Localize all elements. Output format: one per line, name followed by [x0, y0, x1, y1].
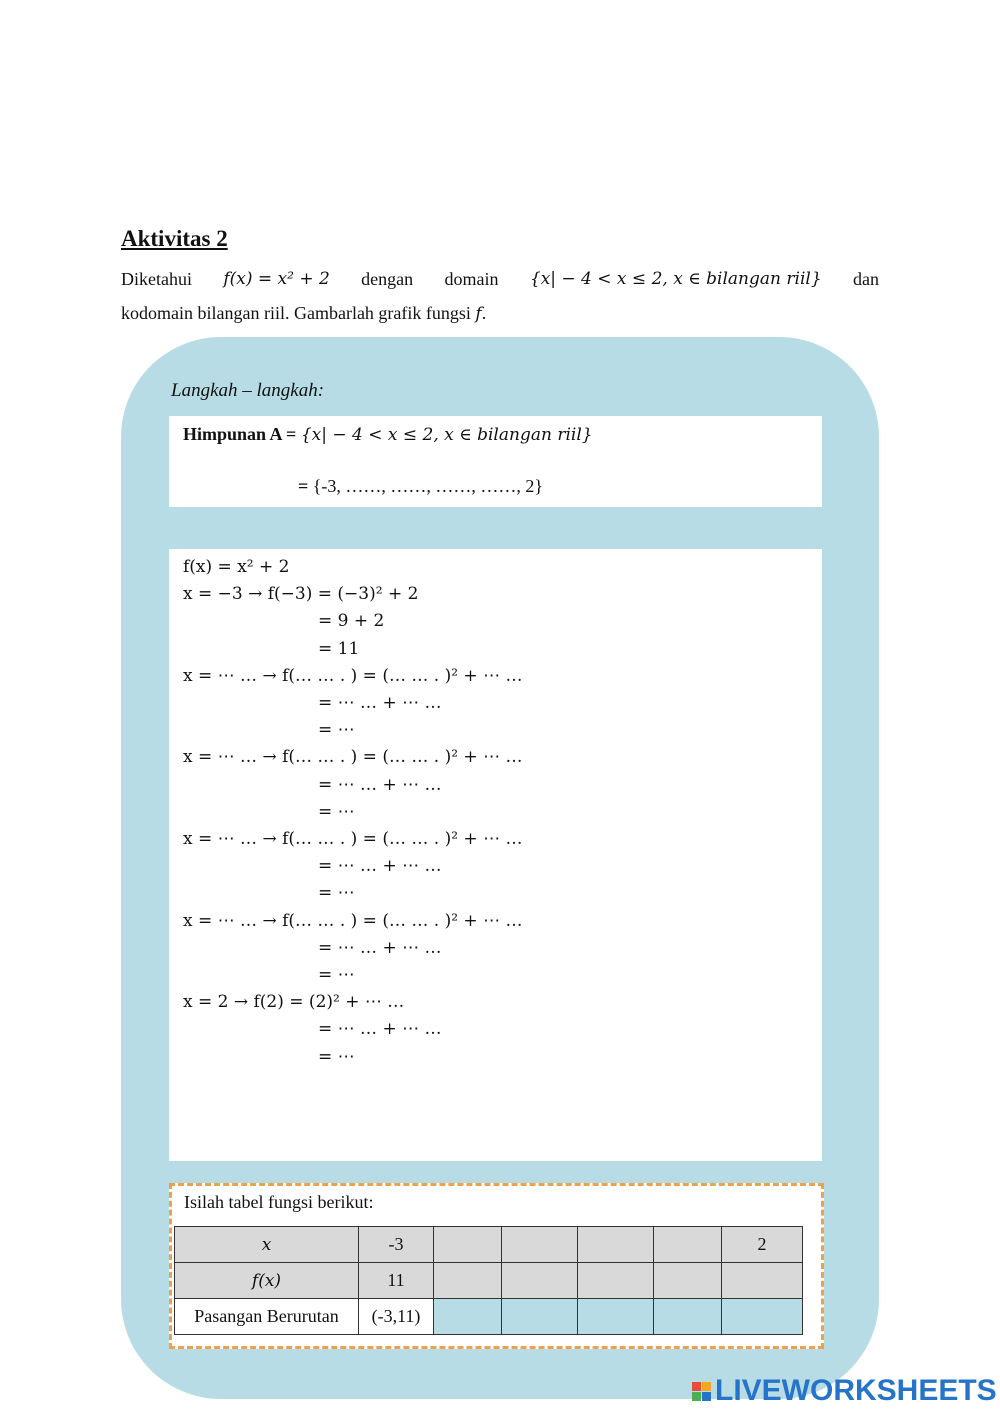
calculation-line: x = ⋯ … → f(… … . ) = (… … . )² + ⋯ …: [183, 829, 523, 849]
calculation-line: = ⋯: [318, 720, 355, 740]
intro-word-dan: dan: [853, 269, 879, 289]
logo-mark-icon: [692, 1382, 711, 1401]
calculation-line: x = ⋯ … → f(… … . ) = (… … . )² + ⋯ …: [183, 747, 523, 767]
calculation-line: x = 2 → f(2) = (2)² + ⋯ …: [183, 992, 405, 1012]
table-cell-input[interactable]: [434, 1299, 502, 1335]
table-cell-input[interactable]: [434, 1263, 502, 1299]
table-cell-input[interactable]: [578, 1227, 654, 1263]
table-title: Isilah tabel fungsi berikut:: [184, 1192, 374, 1212]
function-table: [174, 1226, 803, 1335]
set-definition: {x| − 4 < x ≤ 2, x ∈ bilangan riil}: [300, 425, 593, 445]
calculation-line: = ⋯ … + ⋯ …: [318, 1019, 442, 1039]
activity-heading: Aktivitas 2: [121, 226, 228, 251]
calculation-line: = 9 + 2: [318, 611, 385, 631]
table-cell-input[interactable]: [578, 1263, 654, 1299]
intro-word-diketahui: Diketahui: [121, 269, 192, 289]
calculation-box: [169, 549, 822, 1161]
problem-statement: [121, 262, 879, 331]
intro-line-2: [121, 296, 879, 331]
table-cell-input[interactable]: [722, 1299, 803, 1335]
calculation-line: x = ⋯ … → f(… … . ) = (… … . )² + ⋯ …: [183, 911, 523, 931]
calculation-line: f(x) = x² + 2: [183, 557, 290, 577]
table-cell-input[interactable]: [654, 1299, 722, 1335]
calculation-line: = ⋯: [318, 965, 355, 985]
calculation-line: = ⋯: [318, 883, 355, 903]
function-definition: f(x) = x² + 2: [223, 269, 330, 289]
domain-set: {x| − 4 < x ≤ 2, x ∈ bilangan riil}: [529, 269, 822, 289]
intro-function-symbol: f: [475, 304, 482, 324]
table-cell-input[interactable]: [434, 1227, 502, 1263]
table-row-x: [175, 1227, 803, 1263]
calculation-line: = ⋯ … + ⋯ …: [318, 938, 442, 958]
set-definition-line: [183, 424, 593, 445]
table-cell-input[interactable]: [502, 1227, 578, 1263]
table-cell-input[interactable]: [502, 1263, 578, 1299]
table-cell: 2: [722, 1227, 803, 1263]
table-cell: (-3,11): [359, 1299, 434, 1335]
set-label: Himpunan A =: [183, 424, 301, 444]
calculation-line: = 11: [318, 639, 360, 659]
intro-line-2-text: kodomain bilangan riil. Gambarlah grafik fungsi: [121, 303, 476, 323]
table-cell: 11: [359, 1263, 434, 1299]
logo-square-icon: [702, 1392, 711, 1401]
calculation-line: x = ⋯ … → f(… … . ) = (… … . )² + ⋯ …: [183, 666, 523, 686]
intro-line-2-end: .: [481, 303, 487, 323]
set-members-line: [298, 476, 543, 497]
logo-text: LIVEWORKSHEETS: [715, 1374, 997, 1407]
row-header-pairs: Pasangan Berurutan: [175, 1299, 359, 1335]
table-row-fx: [175, 1263, 803, 1299]
row-header-fx: f(x): [175, 1263, 359, 1299]
table-cell-input[interactable]: [654, 1263, 722, 1299]
set-equals: =: [298, 476, 313, 496]
intro-word-dengan: dengan: [361, 269, 414, 289]
calculation-line: = ⋯ … + ⋯ …: [318, 856, 442, 876]
calculation-line: = ⋯ … + ⋯ …: [318, 693, 442, 713]
logo-square-icon: [692, 1382, 701, 1391]
set-members: {-3, ……, ……, ……, ……, 2}: [312, 476, 544, 496]
table-cell-input[interactable]: [502, 1299, 578, 1335]
table-row-pairs: [175, 1299, 803, 1335]
calculation-line: = ⋯ … + ⋯ …: [318, 775, 442, 795]
table-cell: -3: [359, 1227, 434, 1263]
table-cell-input[interactable]: [578, 1299, 654, 1335]
calculation-line: x = −3 → f(−3) = (−3)² + 2: [183, 584, 419, 604]
row-header-x: x: [175, 1227, 359, 1263]
intro-word-domain: domain: [444, 269, 499, 289]
logo-square-icon: [692, 1392, 701, 1401]
table-cell-input[interactable]: [722, 1263, 803, 1299]
table-cell-input[interactable]: [654, 1227, 722, 1263]
liveworksheets-logo: [692, 1374, 997, 1408]
calculation-line: = ⋯: [318, 1047, 355, 1067]
logo-square-icon: [702, 1382, 711, 1391]
steps-label: Langkah – langkah:: [171, 380, 325, 401]
calculation-line: = ⋯: [318, 802, 355, 822]
